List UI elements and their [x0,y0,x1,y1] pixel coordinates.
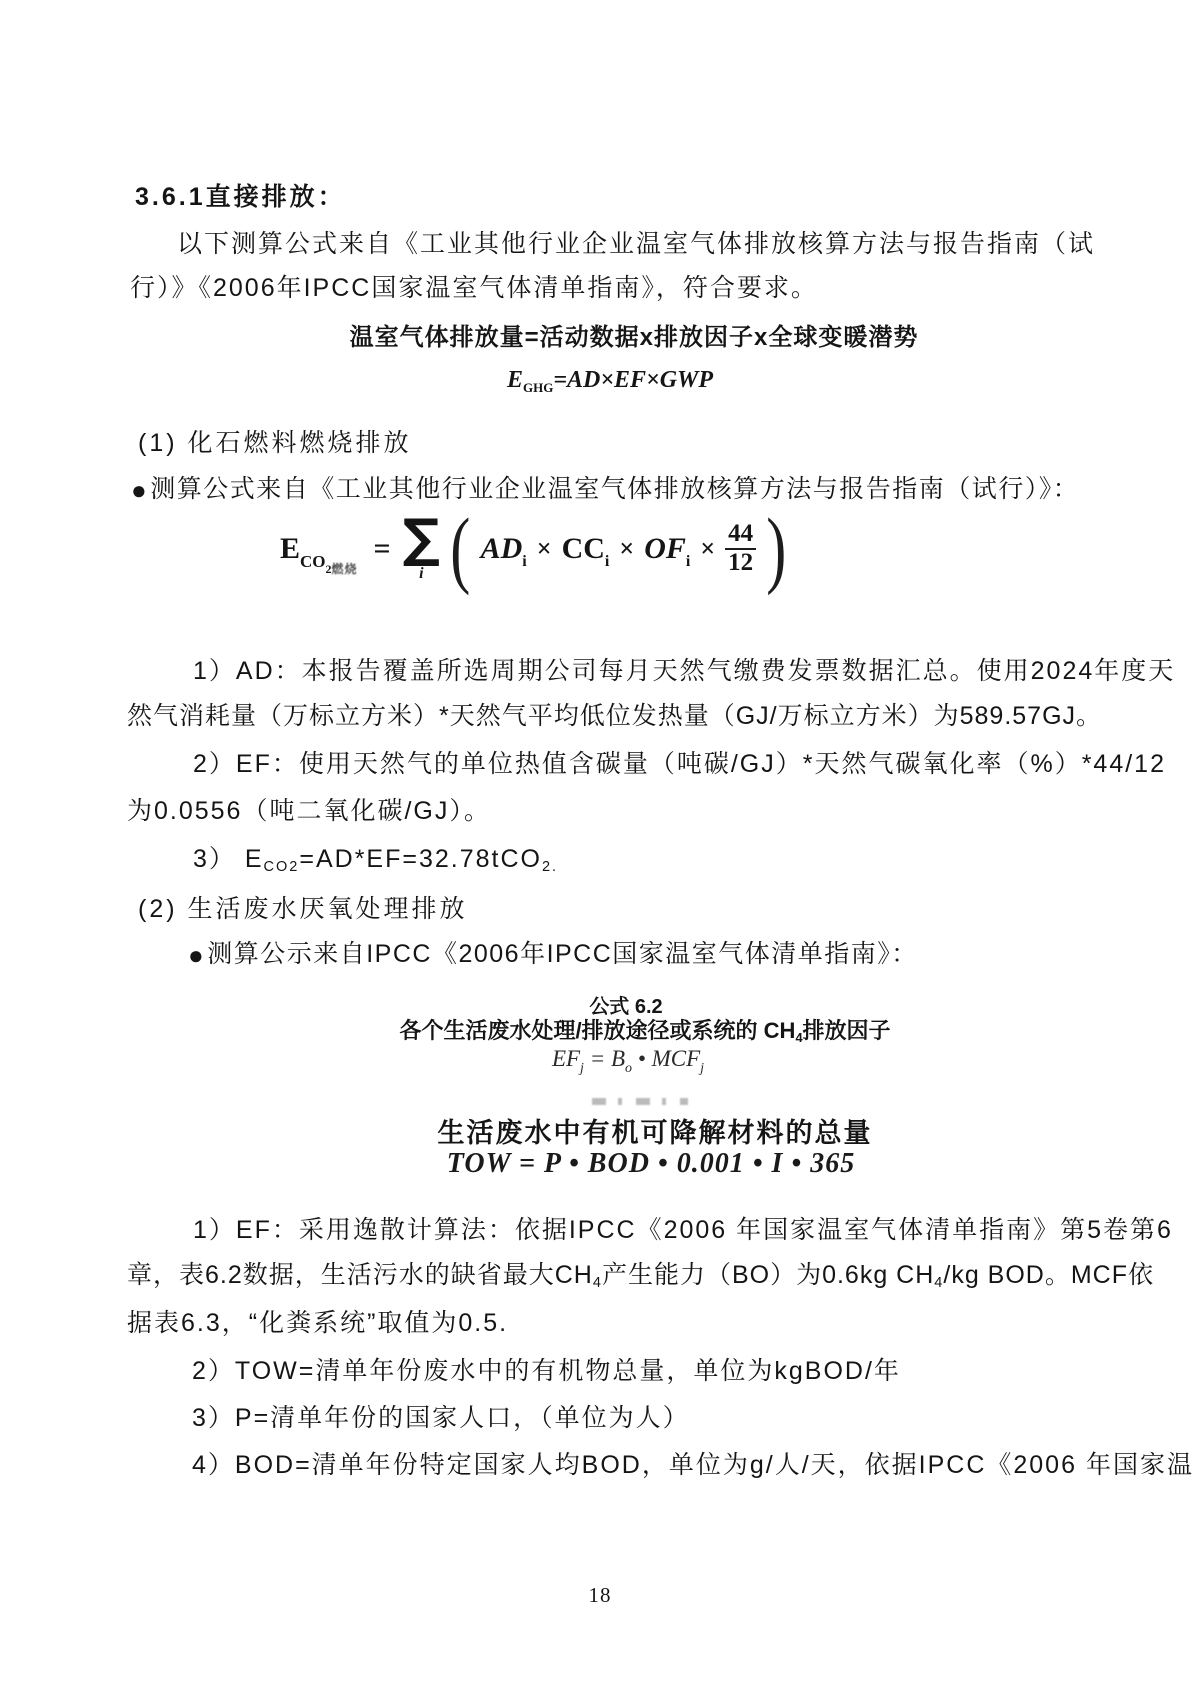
ch4-subscript: 4 [795,1029,803,1045]
ch4-subscript: 4 [934,1275,944,1292]
term-ad: $AD_i$ [480,531,527,570]
formula-eco2-sub-combustion: 燃烧 [331,561,358,576]
mcf-sub-j: j [700,1061,705,1076]
sigma-index: i [419,565,424,583]
b-sub-o: o [625,1061,633,1076]
times-sign: × [536,533,552,563]
close-paren: ) [766,500,787,596]
times-sign: × [619,533,635,563]
page-number: 18 [588,1583,612,1607]
formula-tow: TOW = P • BOD • 0.001 • I • 365 [446,1148,856,1179]
formula-eghg-rhs: =AD×EF×GWP [553,367,714,393]
fraction-44-12 [725,521,756,576]
part2-item1-line2: 章，表6.2数据，生活污水的缺省最大CH4产生能力（BO）为0.6kg CH4/kg BOD。MCF依 [127,1261,1154,1292]
part1-heading: (1) 化石燃料燃烧排放 [138,429,412,457]
formula-eco2-base: E [280,531,301,565]
section-heading: 3.6.1直接排放： [135,183,346,211]
formula-eghg [10,367,1200,394]
sigma-symbol: ∑ i [402,508,440,583]
tco2-subscript: 2. [541,859,559,876]
part2-item1-line3: 据表6.3，“化粪系统”取值为0.5. [127,1309,509,1337]
part2-bullet-line [188,938,918,973]
ghg-equation-text: 温室气体排放量=活动数据x排放因子x全球变暖潜势 [349,324,919,351]
eq62-title: 公式 6.2 [589,996,663,1018]
fraction-numerator: 44 [725,521,756,549]
part1-bullet-line [131,473,1079,508]
term-cc-sub: i [604,552,610,570]
part1-item2-line2: 为0.0556（吨二氧化碳/GJ）。 [127,797,491,825]
eq62-caption: 各个生活废水处理/排放途径或系统的 CH4排放因子 [399,1018,891,1045]
ef-sub-j: j [580,1061,584,1076]
intro-line-1: 以下测算公式来自《工业其他行业企业温室气体排放核算方法与报告指南（试 [177,230,1096,258]
cropped-text-remnant [592,1098,688,1105]
part2-item1-line1: 1）EF：采用逸散计算法：依据IPCC《2006 年国家温室气体清单指南》第5卷第6 [193,1216,1173,1244]
tow-title: 生活废水中有机可降解材料的总量 [437,1118,873,1148]
part1-bullet-text: 测算公式来自《工业其他行业企业温室气体排放核算方法与报告指南（试行）》： [150,475,1080,503]
part2-item4: 4）BOD=清单年份特定国家人均BOD，单位为g/人/天，依据IPCC《2006 年国家温 [192,1451,1194,1479]
term-of: $OF_i$ [644,531,691,570]
formula-ef: $EF_j = B_o$ • $MCF_j$ [551,1046,705,1076]
part2-item2: 2）TOW=清单年份废水中的有机物总量，单位为kgBOD/年 [192,1357,901,1385]
part1-item3: 3） ECO2=AD*EF=32.78tCO2. [193,845,559,876]
eco2-subscript: CO2 [263,859,300,876]
formula-eco2-sub-2: 2 [325,561,332,576]
part1-item2-line1: 2）EF：使用天然气的单位热值含碳量（吨碳/GJ）*天然气碳氧化率（%）*44/12 [193,750,1166,778]
part2-heading: (2) 生活废水厌氧处理排放 [138,895,468,923]
times-sign: × [700,533,716,563]
term-ad-sub: i [522,552,527,570]
formula-eghg-base: E [506,367,523,393]
ch4-subscript: 4 [592,1275,602,1292]
intro-line-2: 行）》《2006年IPCC国家温室气体清单指南》，符合要求。 [130,274,818,302]
open-paren: ( [450,500,471,596]
part2-item3: 3）P=清单年份的国家人口，（单位为人） [192,1404,690,1432]
term-cc: $CC_i$ [561,531,610,570]
equals-sign: = [373,531,391,565]
formula-eco2 [280,500,791,596]
formula-eghg-sub: GHG [522,380,554,395]
fraction-denominator: 12 [728,548,754,576]
part2-bullet-text: 测算公示来自IPCC《2006年IPCC国家温室气体清单指南》： [207,940,918,968]
part1-item1-line1: 1）AD：本报告覆盖所选周期公司每月天然气缴费发票数据汇总。使用2024年度天 [193,657,1176,685]
bullet-icon: ● [131,475,149,505]
part1-item1-line2: 然气消耗量（万标立方米）*天然气平均低位发热量（GJ/万标立方米）为589.57GJ。 [127,702,1103,730]
term-of-sub: i [685,552,691,570]
bullet-icon: ● [188,940,206,970]
formula-eco2-sub-co: CO [300,551,326,571]
formula-eco2-lhs [280,531,358,576]
